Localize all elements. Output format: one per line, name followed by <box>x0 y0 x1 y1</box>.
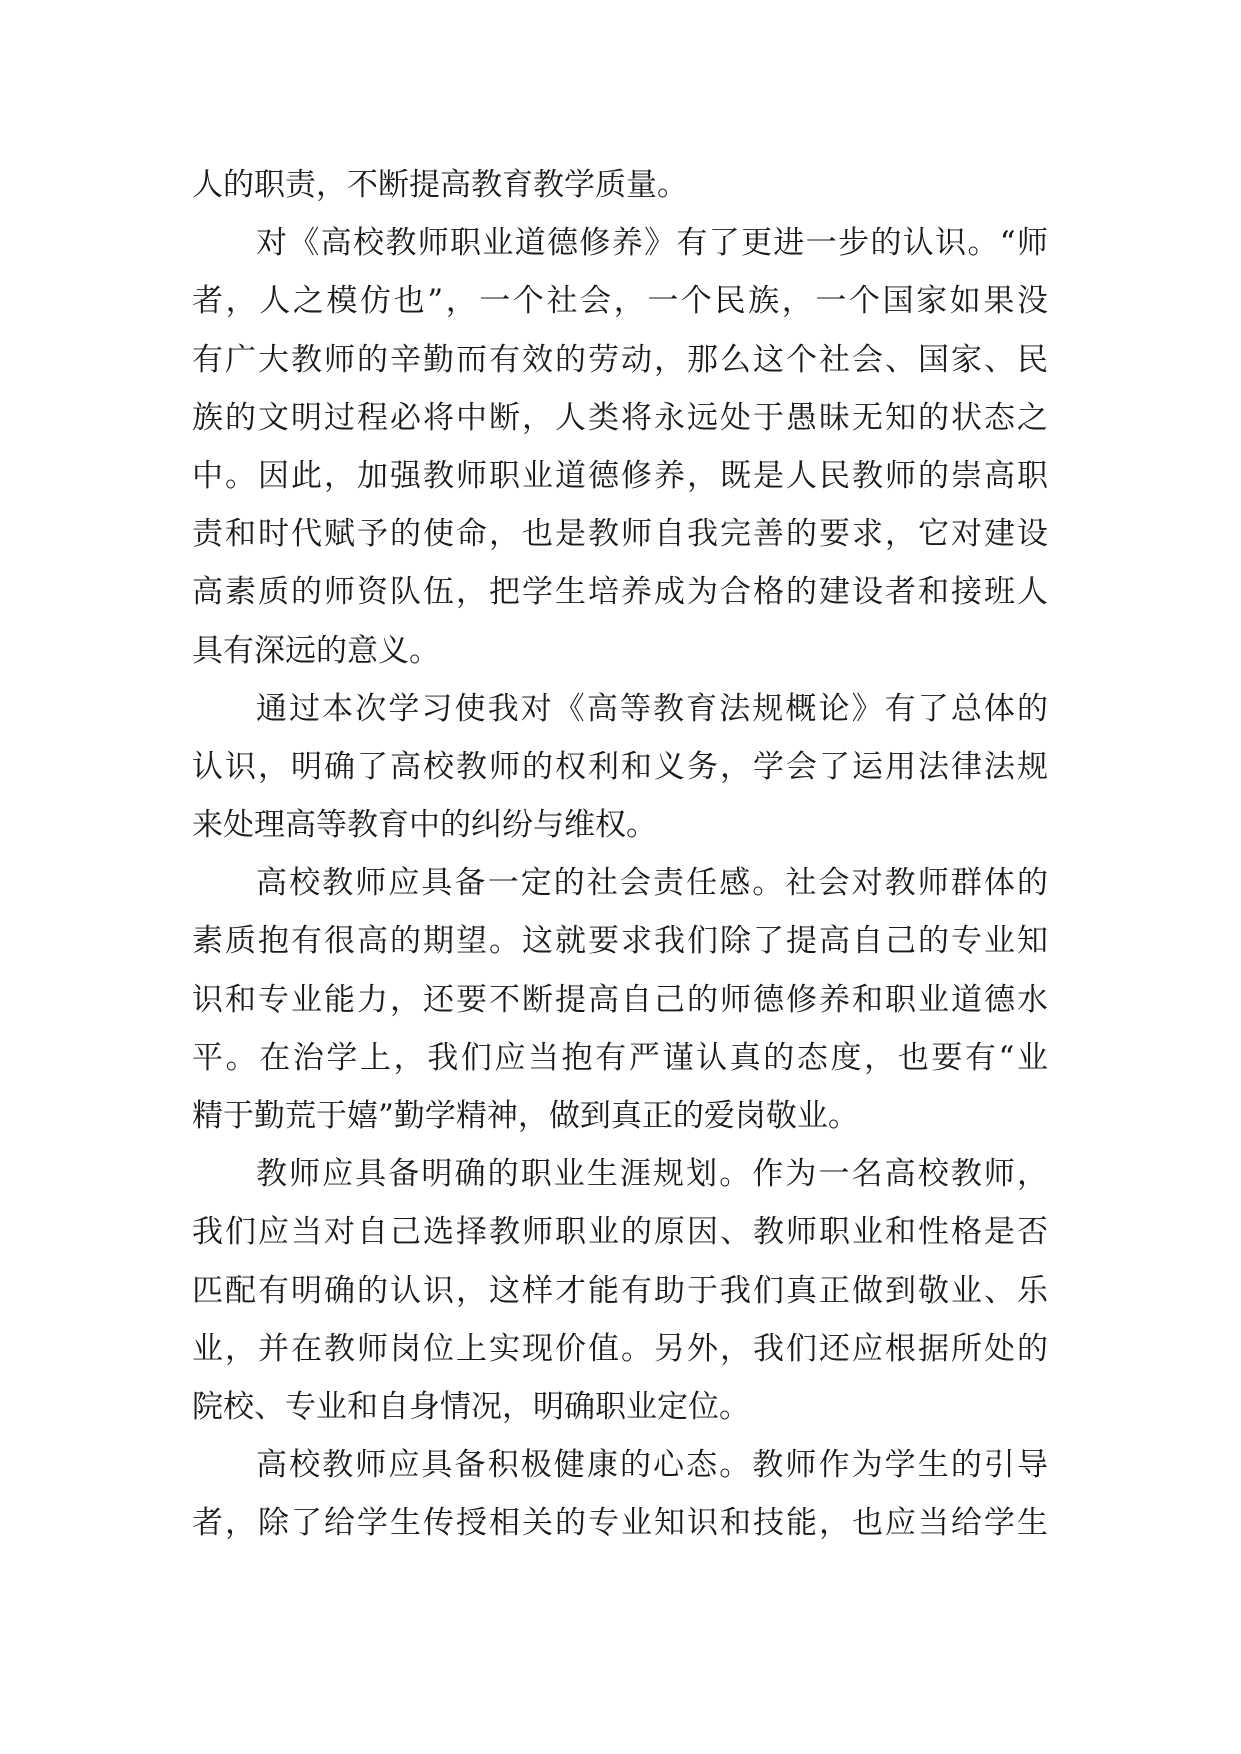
text-line: 教师应具备明确的职业生涯规划。作为一名高校教师， <box>256 1156 1048 1193</box>
text-line: 精于勤荒于嬉”勤学精神，做到真正的爱岗敬业。 <box>192 1098 859 1134</box>
text-line: 对《高校教师职业道德修养》有了更进一步的认识。“师 <box>256 225 1048 262</box>
text-line: 认识，明确了高校教师的权利和义务，学会了运用法律法规 <box>192 748 1048 785</box>
text-line: 人的职责，不断提高教育教学质量。 <box>192 167 688 203</box>
paragraph <box>192 854 1048 1145</box>
text-line: 有广大教师的辛勤而有效的劳动，那么这个社会、国家、民 <box>192 341 1048 378</box>
text-line: 来处理高等教育中的纠纷与维权。 <box>192 807 657 844</box>
text-line: 者，除了给学生传授相关的专业知识和技能，也应当给学生 <box>192 1505 1048 1542</box>
text-line: 我们应当对自己选择教师职业的原因、教师职业和性格是否 <box>192 1214 1048 1251</box>
text-line: 责和时代赋予的使命，也是教师自我完善的要求，它对建设 <box>192 516 1048 553</box>
text-line: 高校教师应具备积极健康的心态。教师作为学生的引导 <box>256 1447 1048 1484</box>
document-body <box>192 156 1048 1553</box>
text-line: 中。因此，加强教师职业道德修养，既是人民教师的崇高职 <box>192 457 1048 494</box>
paragraph <box>192 156 1048 214</box>
paragraph <box>192 1436 1048 1552</box>
paragraph <box>192 680 1048 855</box>
text-line: 通过本次学习使我对《高等教育法规概论》有了总体的 <box>256 690 1048 727</box>
text-line: 素质抱有很高的期望。这就要求我们除了提高自己的专业知 <box>192 923 1048 960</box>
text-line: 院校、专业和自身情况，明确职业定位。 <box>192 1388 750 1425</box>
text-line: 平。在治学上，我们应当抱有严谨认真的态度，也要有“业 <box>192 1039 1048 1076</box>
text-line: 者，人之模仿也”，一个社会，一个民族，一个国家如果没 <box>192 283 1048 320</box>
text-line: 高素质的师资队伍，把学生培养成为合格的建设者和接班人 <box>192 574 1048 611</box>
text-line: 具有深远的意义。 <box>192 632 440 669</box>
text-line: 高校教师应具备一定的社会责任感。社会对教师群体的 <box>256 865 1048 902</box>
text-line: 识和专业能力，还要不断提高自己的师德修养和职业道德水 <box>192 981 1048 1018</box>
paragraph <box>192 1145 1048 1436</box>
text-line: 匹配有明确的认识，这样才能有助于我们真正做到敬业、乐 <box>192 1272 1048 1309</box>
text-line: 业，并在教师岗位上实现价值。另外，我们还应根据所处的 <box>192 1330 1048 1367</box>
text-line: 族的文明过程必将中断，人类将永远处于愚昧无知的状态之 <box>192 399 1048 436</box>
paragraph <box>192 214 1048 680</box>
